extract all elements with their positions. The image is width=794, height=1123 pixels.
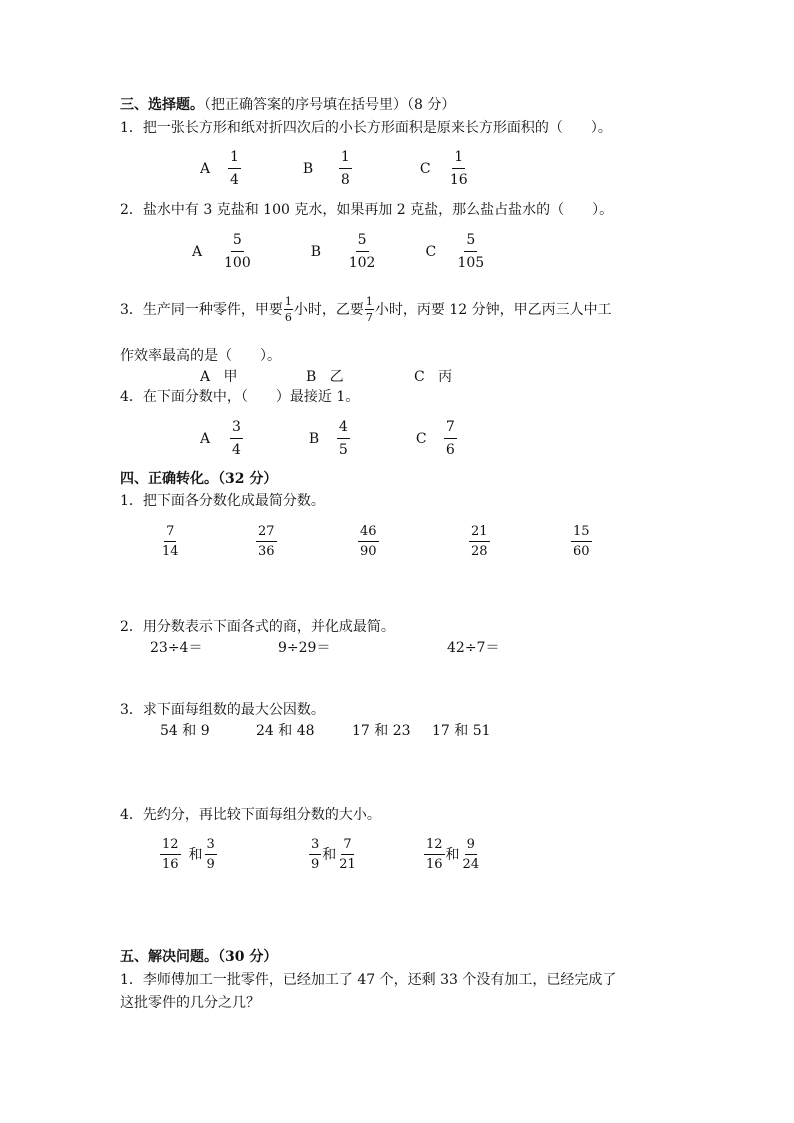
s4-q4-pair: $\frac{12}{16}$ 和 $\frac{9}{24}$ bbox=[426, 837, 480, 872]
section4-title: 四、正确转化。（32 分） bbox=[120, 471, 278, 487]
s4-q1-fraction: $\frac{46}{90}$ bbox=[360, 524, 377, 559]
option-letter: B bbox=[308, 430, 320, 447]
option-letter: A bbox=[192, 243, 203, 260]
s4-q3-item: 17 和 23 bbox=[352, 723, 411, 739]
option-fraction: $\frac{3}{4}$ bbox=[232, 419, 241, 458]
option-fraction: $\frac{5}{105}$ bbox=[457, 232, 485, 271]
section5-title: 五、解决问题。（30 分） bbox=[120, 949, 278, 965]
s4-q2-item: 9÷29＝ bbox=[278, 640, 331, 656]
s3-q3-option-b: B 乙 bbox=[306, 369, 344, 385]
s3-q2-options bbox=[192, 233, 486, 270]
s3-q3-line1: 3．生产同一种零件，甲要 $\frac{1}{6}$ 小时，乙要 $\frac{1}{7}$ 小时，丙要 12 分钟，甲乙丙三人中工 bbox=[120, 295, 612, 324]
s4-q1-fraction: $\frac{15}{60}$ bbox=[573, 524, 590, 559]
s4-q3-text: 3．求下面每组数的最大公因数。 bbox=[120, 702, 325, 718]
s4-q4-pair: $\frac{3}{9}$ 和 $\frac{7}{21}$ bbox=[311, 837, 356, 872]
s3-q3-option-a: A 甲 bbox=[200, 369, 238, 385]
s3-q1-options bbox=[200, 150, 470, 187]
option-fraction: $\frac{5}{100}$ bbox=[224, 232, 251, 271]
inline-fraction: $\frac{1}{6}$ bbox=[284, 295, 292, 324]
s3-q4-options bbox=[200, 420, 457, 457]
s4-q3-item: 54 和 9 bbox=[160, 723, 210, 739]
option-fraction: $\frac{1}{4}$ bbox=[230, 149, 239, 188]
option-fraction: $\frac{1}{8}$ bbox=[340, 149, 350, 188]
s5-q1-line1: 1．李师傅加工一批零件，已经加工了 47 个，还剩 33 个没有加工，已经完成了 bbox=[120, 972, 617, 988]
s3-q4-text: 4．在下面分数中，（ ）最接近 1。 bbox=[120, 389, 360, 405]
section3-heading bbox=[120, 98, 455, 112]
s5-q1-line2: 这批零件的几分之几？ bbox=[120, 995, 260, 1011]
option-letter: C bbox=[425, 243, 437, 260]
s3-q3-option-c: C 丙 bbox=[414, 369, 453, 385]
inline-fraction: $\frac{1}{7}$ bbox=[365, 295, 373, 324]
s4-q1-fraction: $\frac{21}{28}$ bbox=[471, 524, 488, 559]
s4-q1-fraction: $\frac{27}{36}$ bbox=[258, 524, 275, 559]
option-letter: C bbox=[419, 160, 431, 177]
option-fraction: $\frac{1}{16}$ bbox=[449, 149, 468, 188]
option-fraction: $\frac{7}{6}$ bbox=[445, 419, 455, 458]
section3-note: （把正确答案的序号填在括号里）（8 分） bbox=[204, 97, 456, 113]
s4-q4-pair: $\frac{12}{16}$ 和 $\frac{3}{9}$ bbox=[162, 837, 215, 872]
s4-q3-item: 24 和 48 bbox=[256, 723, 315, 739]
s4-q4-text: 4．先约分，再比较下面每组分数的大小。 bbox=[120, 807, 381, 823]
s3-q3-line2: 作效率最高的是（ ）。 bbox=[120, 348, 281, 364]
option-letter: A bbox=[200, 160, 211, 177]
option-letter: A bbox=[200, 430, 211, 447]
s4-q1-text: 1．把下面各分数化成最简分数。 bbox=[120, 493, 325, 509]
option-letter: B bbox=[310, 243, 322, 260]
section3-title: 三、选择题。 bbox=[120, 97, 204, 113]
s4-q2-item: 23÷4＝ bbox=[150, 640, 203, 656]
option-letter: B bbox=[302, 160, 314, 177]
s4-q1-fraction: $\frac{7}{14}$ bbox=[162, 524, 179, 559]
s4-q2-item: 42÷7＝ bbox=[447, 640, 500, 656]
s3-q2-text: 2．盐水中有 3 克盐和 100 克水，如果再加 2 克盐，那么盐占盐水的（ ）。 bbox=[120, 202, 614, 218]
option-letter: C bbox=[415, 430, 427, 447]
s4-q2-text: 2．用分数表示下面各式的商，并化成最简。 bbox=[120, 619, 395, 635]
option-fraction: $\frac{4}{5}$ bbox=[338, 419, 348, 458]
s4-q3-item: 17 和 51 bbox=[432, 723, 491, 739]
s3-q1-text: 1．把一张长方形和纸对折四次后的小长方形面积是原来长方形面积的（ ）。 bbox=[120, 120, 612, 136]
option-fraction: $\frac{5}{102}$ bbox=[348, 232, 376, 271]
